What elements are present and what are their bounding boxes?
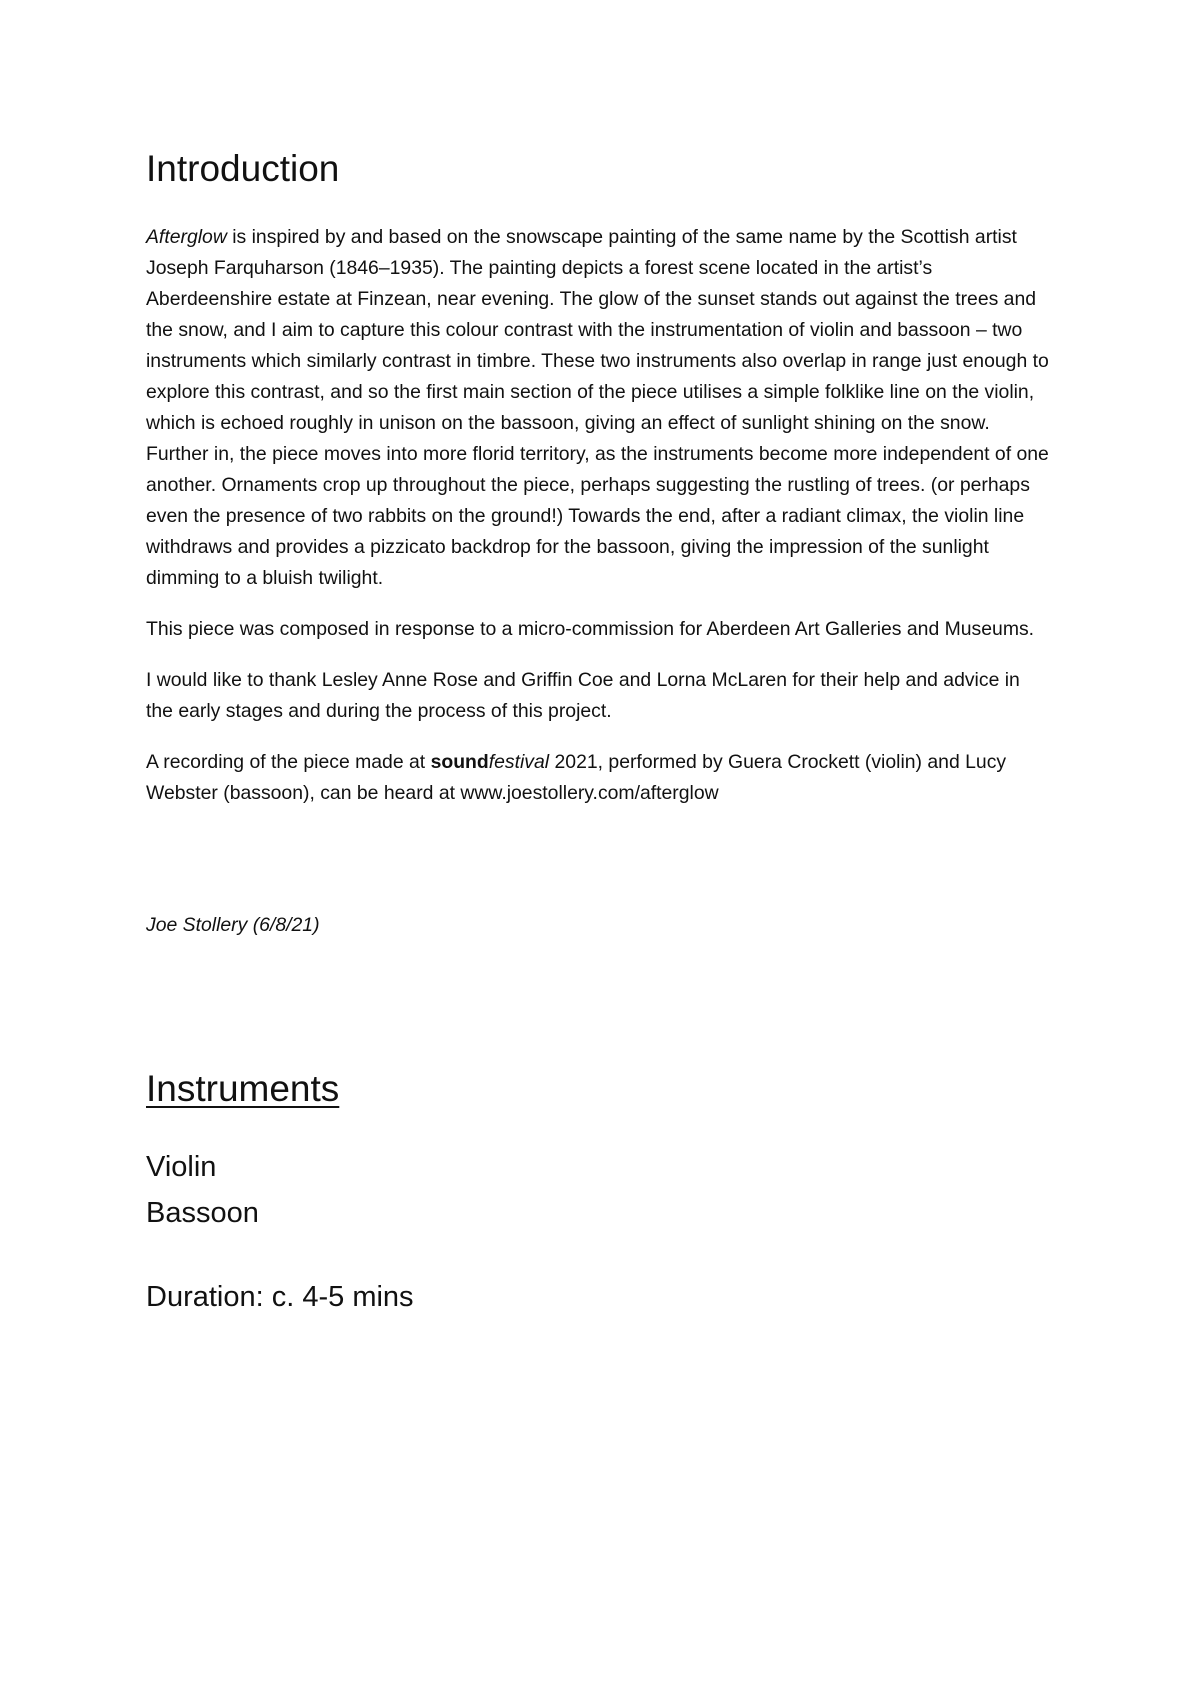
instrument-list xyxy=(146,1144,259,1236)
piece-title: Afterglow xyxy=(146,226,227,248)
instruments-heading: Instruments xyxy=(146,1068,340,1109)
introduction-heading: Introduction xyxy=(146,148,340,189)
intro-paragraph-4 xyxy=(146,747,1051,809)
intro-paragraph-3: I would like to thank Lesley Anne Rose and Griffin Coe and Lorna McLaren for their help and advice in the early stages and during the process of this project. xyxy=(146,669,1020,722)
festival-name-bold: sound xyxy=(430,751,489,773)
recording-text-before: A recording of the piece made at xyxy=(146,751,431,773)
intro-paragraph-1 xyxy=(146,222,1051,594)
instrument-item: Violin xyxy=(146,1151,217,1183)
festival-name-italic: festival xyxy=(488,751,550,773)
instrument-item: Bassoon xyxy=(146,1197,259,1229)
duration-text: Duration: c. 4-5 mins xyxy=(146,1281,414,1313)
intro-paragraph-2: This piece was composed in response to a micro-commission for Aberdeen Art Galleries and Museums. xyxy=(146,618,1035,640)
recording-text-after: 2021, performed by Guera Crockett (violin) and Lucy Webster (bassoon), can be heard at www.joestollery.com/afterglow xyxy=(146,751,1007,804)
intro-paragraph-1-text: is inspired by and based on the snowscape painting of the same name by the Scottish artist Joseph Farquharson (1846–1935). The painting depicts a forest scene located in the artist’s Aberdeenshire estate at Finzean, near evening. The glow of the sunset stands out against the trees and the snow, and I aim to capture this colour contrast with the instrumentation of violin and bassoon – two instruments which similarly contrast in timbre. These two instruments also overlap in range just enough to explore this contrast, and so the first main section of the piece utilises a simple folklike line on the violin, which is echoed roughly in unison on the bassoon, giving an effect of sunlight shining on the snow. Further in, the piece moves into more florid territory, as the instruments become more independent of one another. Ornaments crop up throughout the piece, perhaps suggesting the rustling of trees. (or perhaps even the presence of two rabbits on the ground!) Towards the end, after a radiant climax, the violin line withdraws and provides a pizzicato backdrop for the bassoon, giving the impression of the sunlight dimming to a bluish twilight. xyxy=(146,226,1049,589)
introduction-body xyxy=(146,222,1051,829)
author-signature: Joe Stollery (6/8/21) xyxy=(146,914,320,936)
